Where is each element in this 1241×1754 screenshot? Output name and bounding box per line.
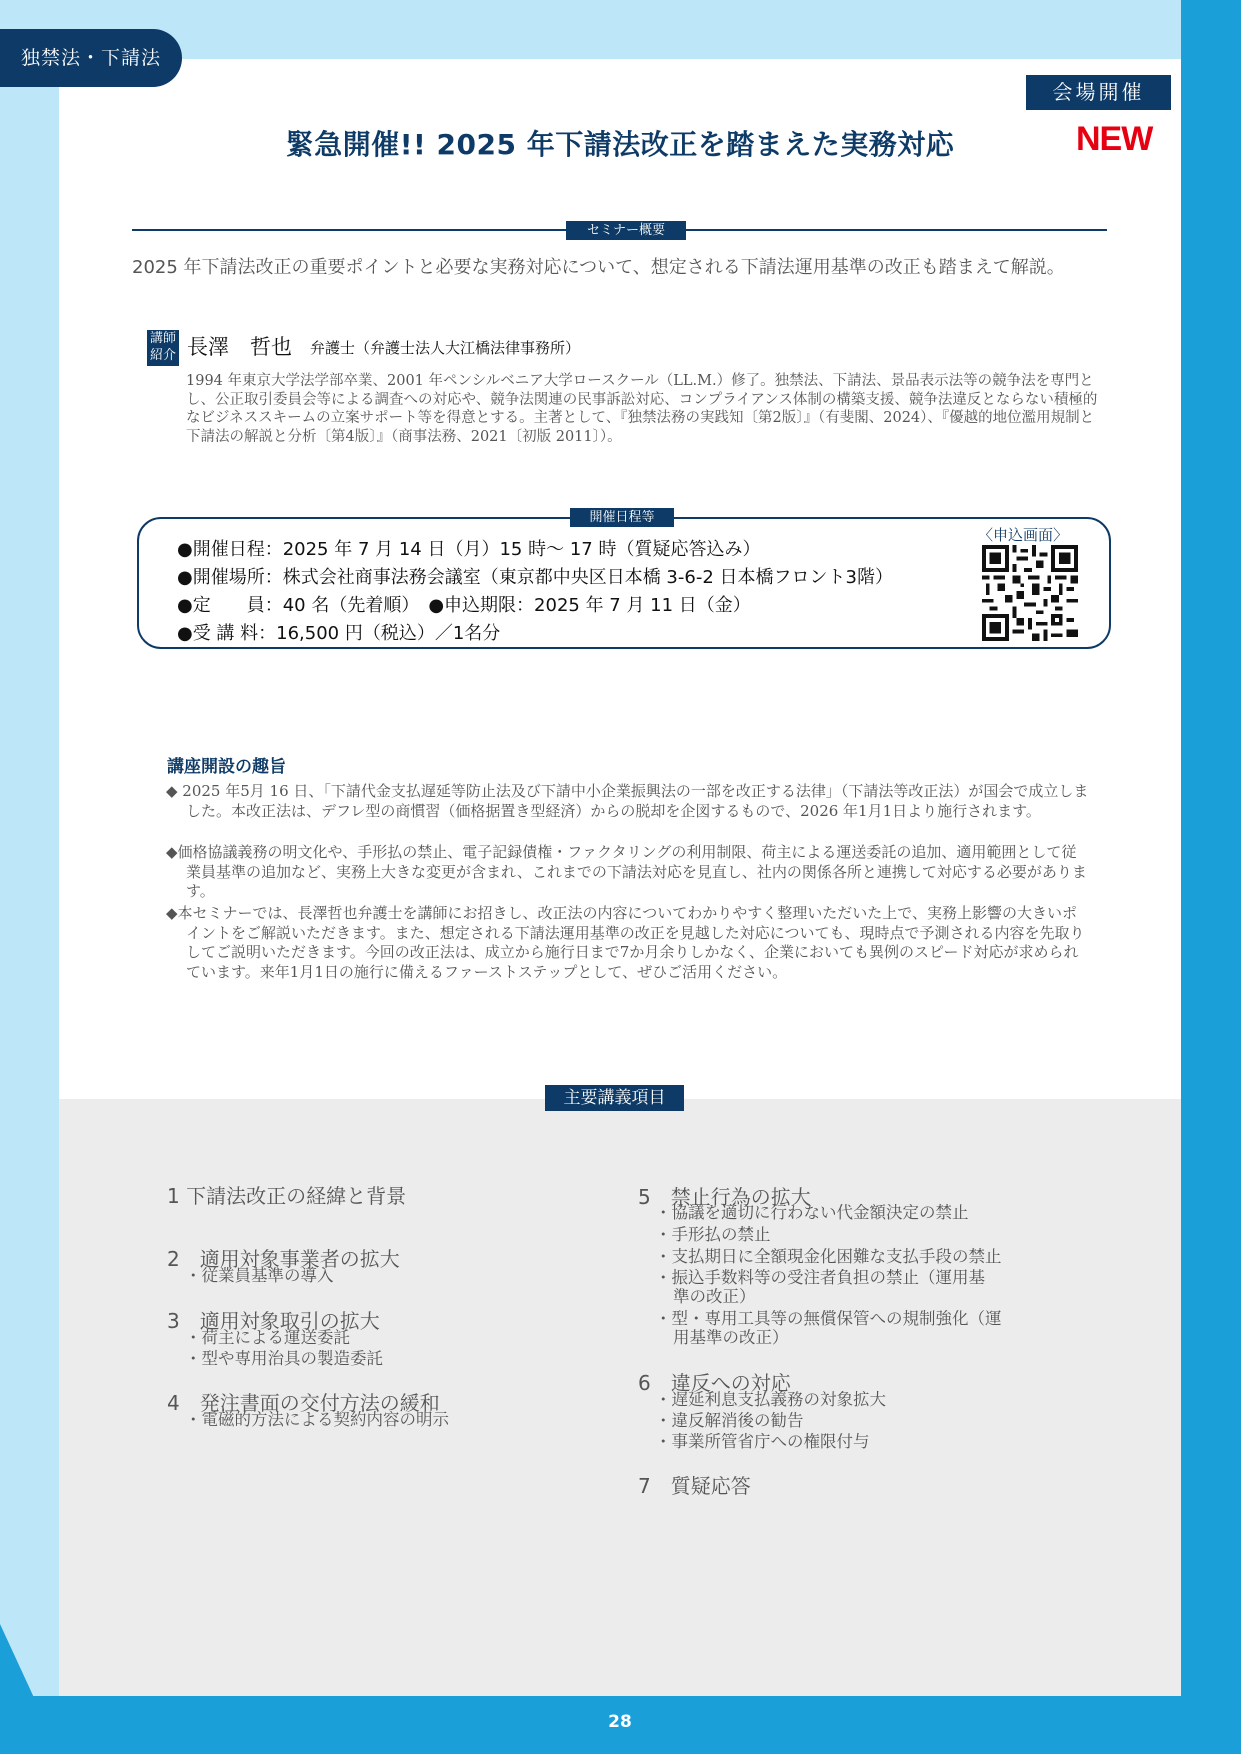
topic-5-sub-4: ・振込手数料等の受注者負担の禁止（運用基 — [655, 1268, 985, 1287]
topic-3: 3 適用対象取引の拡大 — [167, 1309, 380, 1333]
schedule-capacity: ●定 員：40 名（先着順） ●申込期限：2025 年 7 月 11 日（金） — [177, 595, 751, 616]
lecturer-badge-line1: 講師 — [149, 331, 176, 346]
decorative-band-right — [1181, 0, 1241, 1754]
topic-5-sub-4-cont: 準の改正） — [673, 1287, 756, 1306]
category-tab: 独禁法・下請法 — [0, 29, 182, 87]
page-number: 28 — [608, 1712, 632, 1732]
topic-5-sub-5-cont: 用基準の改正） — [673, 1328, 789, 1347]
overview-text: 2025 年下請法改正の重要ポイントと必要な実務対応について、想定される下請法運用基準の改正も踏まえて解説。 — [132, 257, 1065, 278]
page-title: 緊急開催!! 2025 年下請法改正を踏まえた実務対応 — [285, 128, 955, 161]
topic-5-sub-1: ・協議を適切に行わない代金額決定の禁止 — [655, 1203, 969, 1222]
topics-label: 主要講義項目 — [545, 1085, 684, 1111]
qr-caption: 〈申込画面〉 — [978, 526, 1069, 544]
topic-5-sub-3: ・支払期日に全額現金化困難な支払手段の禁止 — [655, 1247, 1002, 1266]
topic-4-sub-1: ・電磁的方法による契約内容の明示 — [185, 1410, 449, 1429]
topic-6-sub-1: ・遅延利息支払義務の対象拡大 — [655, 1390, 886, 1409]
decorative-corner-top-right — [1181, 0, 1241, 100]
schedule-label: 開催日程等 — [570, 508, 674, 527]
lecturer-name: 長澤 哲也 — [187, 335, 292, 359]
lecturer-badge-line2: 紹介 — [149, 348, 176, 363]
topic-6-sub-2: ・違反解消後の勧告 — [655, 1411, 804, 1430]
topic-6-sub-3: ・事業所管省庁への権限付与 — [655, 1432, 870, 1451]
new-mark: NEW — [1076, 120, 1153, 158]
topic-3-sub-2: ・型や専用治具の製造委託 — [185, 1349, 383, 1368]
lecturer-affiliation: 弁護士（弁護士法人大江橋法律事務所） — [310, 339, 581, 357]
purpose-heading: 講座開設の趣旨 — [167, 757, 286, 777]
topic-7: 7 質疑応答 — [638, 1474, 751, 1498]
topic-2-sub-1: ・従業員基準の導入 — [185, 1266, 334, 1285]
qr-code-icon[interactable] — [982, 545, 1078, 641]
schedule-venue: ●開催場所：株式会社商事法務会議室（東京都中央区日本橋 3-6-2 日本橋フロント3階） — [177, 567, 893, 588]
overview-label: セミナー概要 — [566, 221, 686, 240]
purpose-item: ◆本セミナーでは、長澤哲也弁護士を講師にお招きし、改正法の内容についてわかりやすく整理いただいた上で、実務上影響の大きいポイントをご解説いただきます。また、想定される下請法運用基準の改正を見越した対応についても、現時点で予測される内容を先取りしてご説明いただきます。今回の改正法は、成立から施行日まで7か月余りしかなく、企業においても異例のスピード対応が求められています。来年1月1日の施行に備えるファーストステップとして、ぜひご活用ください。 — [166, 904, 1085, 981]
topic-1: 1 下請法改正の経緯と背景 — [167, 1184, 407, 1208]
topic-4: 4 発注書面の交付方法の緩和 — [167, 1391, 440, 1415]
purpose-item: ◆価格協議義務の明文化や、手形払の禁止、電子記録債権・ファクタリングの利用制限、荷主による運送委託の追加、適用範囲として従業員基準の追加など、実務上大きな変更が含まれ、これまでの下請法対応を見直し、社内の関係各所と連携して対応する必要があります。 — [166, 843, 1087, 900]
topic-5-sub-5: ・型・専用工具等の無償保管への規制強化（運 — [655, 1309, 1002, 1328]
topic-6: 6 違反への対応 — [638, 1371, 791, 1395]
lecturer-badge — [147, 330, 179, 366]
schedule-date: ●開催日程：2025 年 7 月 14 日（月）15 時～ 17 時（質疑応答込み） — [177, 539, 761, 560]
topic-5-sub-2: ・手形払の禁止 — [655, 1225, 771, 1244]
venue-badge: 会場開催 — [1026, 75, 1171, 110]
schedule-fee: ●受 講 料：16,500 円（税込）／1名分 — [177, 623, 501, 644]
purpose-item: ◆ 2025 年5月 16 日、「下請代金支払遅延等防止法及び下請中小企業振興法の一部を改正する法律」（下請法等改正法）が国会で成立しました。本改正法は、デフレ型の商慣習（価格据置き型経済）からの脱却を企図するもので、2026 年1月1日より施行されます。 — [166, 782, 1089, 820]
topic-2: 2 適用対象事業者の拡大 — [167, 1247, 400, 1271]
topic-3-sub-1: ・荷主による運送委託 — [185, 1328, 350, 1347]
lecturer-bio: 1994 年東京大学法学部卒業、2001 年ペンシルベニア大学ロースクール（LL.M.）修了。独禁法、下請法、景品表示法等の競争法を専門とし、公正取引委員会等による調査への対応や、競争法関連の民事訴訟対応、コンプライアンス体制の構築支援、競争法違反とならない積極的なビジネススキームの立案サポート等を得意とする。主著として、『独禁法務の実践知〔第2版〕』（有斐閣、2024）、『優越的地位濫用規制と下請法の解説と分析〔第4版〕』（商事法務、2021〔初版 2011〕）。 — [186, 373, 1098, 445]
topic-5: 5 禁止行為の拡大 — [638, 1185, 811, 1209]
